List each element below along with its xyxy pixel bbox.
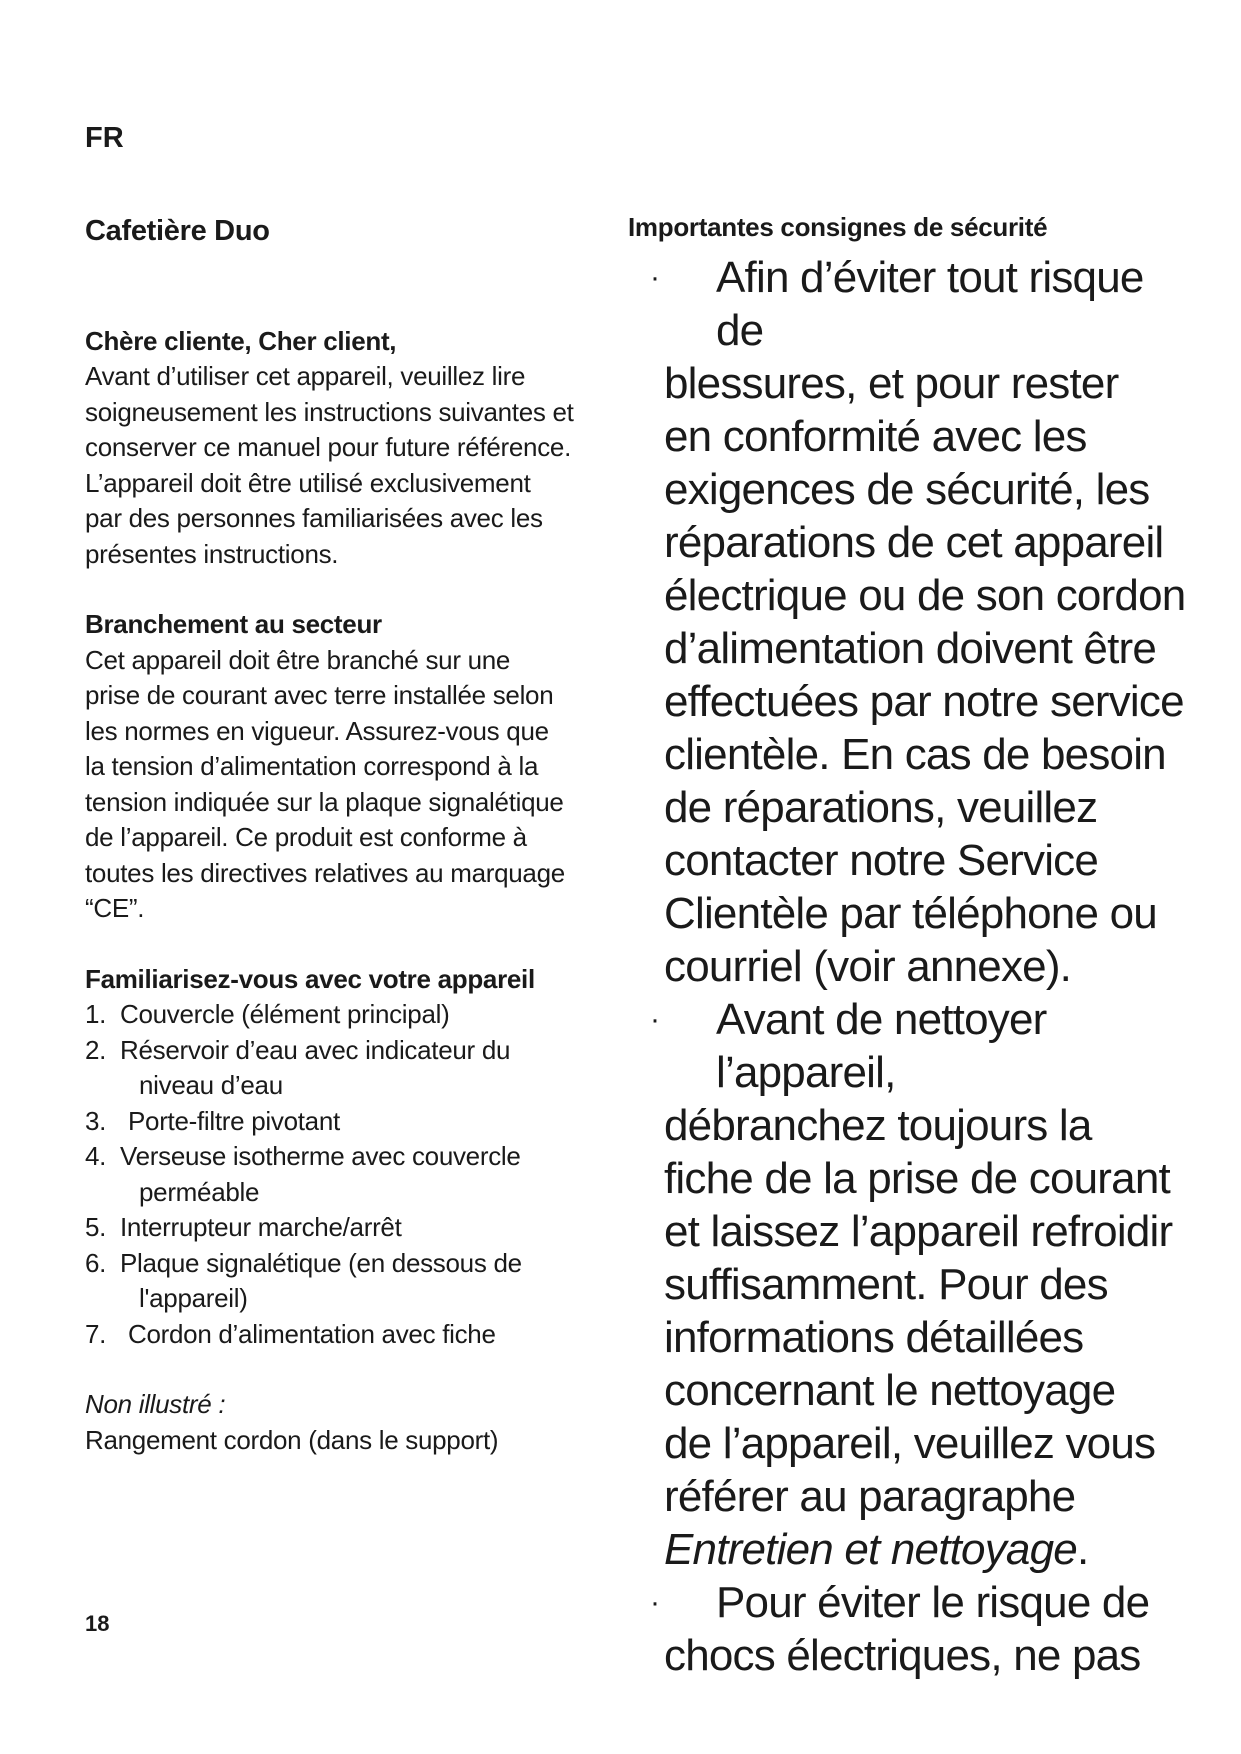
- greeting-line: par des personnes familiarisées avec les: [85, 503, 543, 533]
- safety-line: blessures, et pour rester: [664, 359, 1119, 408]
- features-heading: Familiarisez-vous avec votre appareil: [85, 963, 535, 994]
- safety-line: effectuées par notre service: [664, 677, 1184, 726]
- safety-line: informations détaillées: [664, 1313, 1084, 1362]
- item-text-wrapper: [120, 1246, 595, 1317]
- item-number: 2.: [85, 1034, 107, 1065]
- safety-line: électrique ou de son cordon: [664, 571, 1186, 620]
- item-number: 6.: [85, 1247, 107, 1278]
- list-item: [85, 1033, 595, 1104]
- safety-line: Clientèle par téléphone ou: [664, 889, 1157, 938]
- document-title: Cafetière Duo: [85, 215, 270, 247]
- bullet-icon: ·: [650, 261, 660, 294]
- greeting-line: présentes instructions.: [85, 538, 339, 569]
- item-text: Cordon d’alimentation avec fiche: [128, 1318, 496, 1349]
- item-text: Plaque signalétique (en dessous de: [120, 1247, 522, 1278]
- greeting-line: soigneusement les instructions suivantes et: [85, 396, 574, 427]
- safety-line: de réparations, veuillez: [664, 783, 1098, 832]
- mains-line: Cet appareil doit être branché sur une: [85, 644, 511, 675]
- safety-heading: Importantes consignes de sécurité: [628, 212, 1048, 242]
- safety-line: suffisamment. Pour des: [664, 1260, 1108, 1309]
- item-text: Porte-filtre pivotant: [128, 1105, 340, 1136]
- mains-heading: Branchement au secteur: [85, 609, 382, 639]
- mains-line: prise de courant avec terre installée selon: [85, 680, 554, 710]
- safety-line: et laissez l’appareil refroidir: [664, 1207, 1173, 1256]
- greeting-section: [85, 324, 595, 573]
- greeting-line: L’appareil doit être utilisé exclusivement: [85, 467, 531, 498]
- features-section: [85, 962, 595, 1353]
- mains-line: tension indiquée sur la plaque signalétique: [85, 786, 564, 817]
- safety-list: [628, 251, 1188, 1682]
- item-number: 5.: [85, 1212, 107, 1242]
- item-text-wrapper: [120, 1033, 595, 1104]
- section-reference: Entretien et nettoyage: [664, 1525, 1077, 1574]
- safety-line: d’alimentation doivent être: [664, 624, 1157, 673]
- safety-line: fiche de la prise de courant: [664, 1154, 1170, 1203]
- greeting-line: conserver ce manuel pour future référence.: [85, 432, 571, 462]
- item-text: Réservoir d’eau avec indicateur du: [120, 1034, 511, 1065]
- safety-line: Avant de nettoyer l’appareil,: [716, 995, 1047, 1097]
- list-item: [85, 1139, 595, 1210]
- sentence-end: .: [1076, 1525, 1089, 1574]
- item-text-continued: l'appareil): [139, 1283, 248, 1313]
- safety-line: Afin d’éviter tout risque de: [716, 253, 1144, 355]
- mains-line: la tension d’alimentation correspond à la: [85, 751, 539, 781]
- list-item: [85, 1317, 595, 1353]
- mains-line: “CE”.: [85, 893, 145, 923]
- safety-line: réparations de cet appareil: [664, 518, 1164, 567]
- not-shown-section: [85, 1387, 595, 1458]
- safety-line: clientèle. En cas de besoin: [664, 730, 1166, 779]
- mains-line: les normes en vigueur. Assurez-vous que: [85, 715, 549, 746]
- features-list: [85, 997, 595, 1352]
- safety-line: chocs électriques, ne pas: [664, 1631, 1141, 1680]
- safety-line: courriel (voir annexe).: [664, 942, 1072, 991]
- language-code: FR: [85, 122, 124, 154]
- safety-line: concernant le nettoyage: [664, 1366, 1116, 1415]
- item-text: Verseuse isotherme avec couvercle: [120, 1141, 521, 1171]
- not-shown-label: Non illustré :: [85, 1389, 226, 1419]
- list-item: [628, 1576, 1188, 1682]
- list-item: [628, 993, 1188, 1576]
- page-number: 18: [85, 1611, 110, 1636]
- item-text: Interrupteur marche/arrêt: [120, 1212, 402, 1242]
- not-shown-text: Rangement cordon (dans le support): [85, 1424, 499, 1455]
- safety-line: exigences de sécurité, les: [664, 465, 1150, 514]
- safety-line: référer au paragraphe: [664, 1472, 1076, 1521]
- item-number: 7.: [85, 1318, 107, 1349]
- item-text-continued: perméable: [139, 1176, 260, 1207]
- safety-line: de l’appareil, veuillez vous: [664, 1419, 1156, 1468]
- mains-section: [85, 607, 595, 927]
- item-text-continued: niveau d’eau: [139, 1070, 283, 1100]
- item-number: 1.: [85, 999, 107, 1029]
- bullet-icon: ·: [650, 1003, 660, 1036]
- item-text: Couvercle (élément principal): [120, 999, 450, 1029]
- safety-line: en conformité avec les: [664, 412, 1087, 461]
- item-number: 4.: [85, 1141, 107, 1171]
- left-column: [85, 214, 595, 1458]
- item-number: 3.: [85, 1105, 107, 1136]
- mains-line: de l’appareil. Ce produit est conforme à: [85, 822, 527, 852]
- safety-line: Pour éviter le risque de: [716, 1578, 1150, 1627]
- list-item: [628, 251, 1188, 993]
- list-item: [85, 1104, 595, 1140]
- list-item: [85, 1210, 595, 1246]
- safety-line: débranchez toujours la: [664, 1101, 1092, 1150]
- mains-line: toutes les directives relatives au marquage: [85, 857, 565, 888]
- bullet-icon: ·: [650, 1586, 660, 1619]
- greeting-line: Avant d’utiliser cet appareil, veuillez lire: [85, 361, 526, 391]
- safety-line: contacter notre Service: [664, 836, 1099, 885]
- list-item: [85, 1246, 595, 1317]
- right-column: [628, 212, 1188, 1682]
- list-item: [85, 997, 595, 1033]
- item-text-wrapper: [120, 1139, 595, 1210]
- greeting-heading: Chère cliente, Cher client,: [85, 325, 397, 356]
